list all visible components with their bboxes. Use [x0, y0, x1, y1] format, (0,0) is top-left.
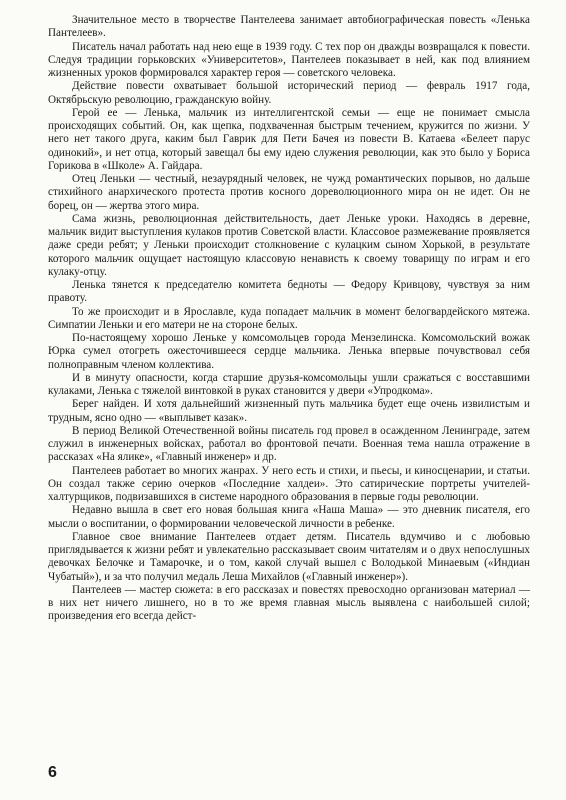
paragraph: Ленька тянется к председателю комитета бедноты — Федору Кривцову, чувствуя за ним правоту. [48, 279, 530, 305]
paragraph: По-настоящему хорошо Леньке у комсомольцев города Мензелинска. Комсомольский вожак Юрка сумел отогреть ожесточившееся сердце мальчика. Ленька впервые почувствовал себя полноправным членом коллектива. [48, 332, 530, 371]
page-number: 6 [48, 764, 57, 781]
paragraph: Действие повести охватывает большой исторический период — февраль 1917 года, Октябрьскую революцию, гражданскую войну. [48, 80, 530, 106]
paragraph: Пантелеев работает во многих жанрах. У него есть и стихи, и пьесы, и киносценарии, и статьи. Он создал также серию очерков «Последние халдеи». Это сатирические портреты учителей-халтурщиков, подвизавшихся в системе народного образования в первые годы революции. [48, 464, 530, 503]
paragraph: Герой ее — Ленька, мальчик из интеллигентской семьи — еще не понимает смысла происходящих событий. Он, как щепка, подхваченная быстрым течением, кружится по жизни. У него нет такого друга, каким был Гаврик для Пети Бачея из повести В. Катаева «Белеет парус одинокий», и нет отца, который завещал бы ему идею служения революции, как это было у Бориса Горикова в «Школе» А. Гайдара. [48, 106, 530, 172]
paragraph: Главное свое внимание Пантелеев отдает детям. Писатель вдумчиво и с любовью приглядывается к жизни ребят и увлекательно рассказывает своим читателям и о двух непослушных девочках Белочке и Тамарочке, и о том, какой случай вышел с Володькой Минаевым («Индиан Чубатый»), и за что получил медаль Леша Михайлов («Главный инженер»). [48, 530, 530, 583]
paragraph: Отец Леньки — честный, незаурядный человек, не чужд романтических порывов, но дальше стихийного анархического протеста против косного дореволюционного мира он не идет. Он не борец, он — жертва этого мира. [48, 173, 530, 212]
paragraph: Писатель начал работать над нею еще в 1939 году. С тех пор он дважды возвращался к повести. Следуя традиции горьковских «Университетов», Пантелеев показывает в ней, как под влиянием жизненных уроков формировался характер героя — советского человека. [48, 40, 530, 79]
paragraph: То же происходит и в Ярославле, куда попадает мальчик в момент белогвардейского мятежа. Симпатии Леньки и его матери не на стороне белых. [48, 305, 530, 331]
body-text [48, 14, 530, 624]
paragraph: Недавно вышла в свет его новая большая книга «Наша Маша» — это дневник писателя, его мысли о воспитании, о формировании человеческой личности в ребенке. [48, 504, 530, 530]
paragraph: Пантелеев — мастер сюжета: в его рассказах и повестях превосходно организован материал — в них нет ничего лишнего, но в то же время главная мысль выявлена с наибольшей силой; произведения его всегда дейст- [48, 583, 530, 623]
paragraph: И в минуту опасности, когда старшие друзья-комсомольцы ушли сражаться с восставшими кулаками, Ленька с тяжелой винтовкой в руках становится у двери «Упродкома». [48, 371, 530, 397]
paragraph: Значительное место в творчестве Пантелеева занимает автобиографическая повесть «Ленька Пантелеев». [48, 14, 530, 40]
paragraph: Сама жизнь, революционная действительность, дает Леньке уроки. Находясь в деревне, мальчик видит выступления кулаков против Советской власти. Классовое размежевание проявляется даже среди ребят; у Леньки происходит столкновение с кулацким сыном Хорькой, в результате которого мальчик ощущает настоящую классовую ненависть к своему товарищу по играм и его кулаку-отцу. [48, 212, 530, 278]
paragraph: Берег найден. И хотя дальнейший жизненный путь мальчика будет еще очень извилистым и трудным, ясно одно — «выплывет казак». [48, 398, 530, 424]
paragraph: В период Великой Отечественной войны писатель год провел в осажденном Ленинграде, затем служил в инженерных войсках, работал во фронтовой печати. Военная тема нашла отражение в рассказах «На ялике», «Главный инженер» и др. [48, 424, 530, 464]
